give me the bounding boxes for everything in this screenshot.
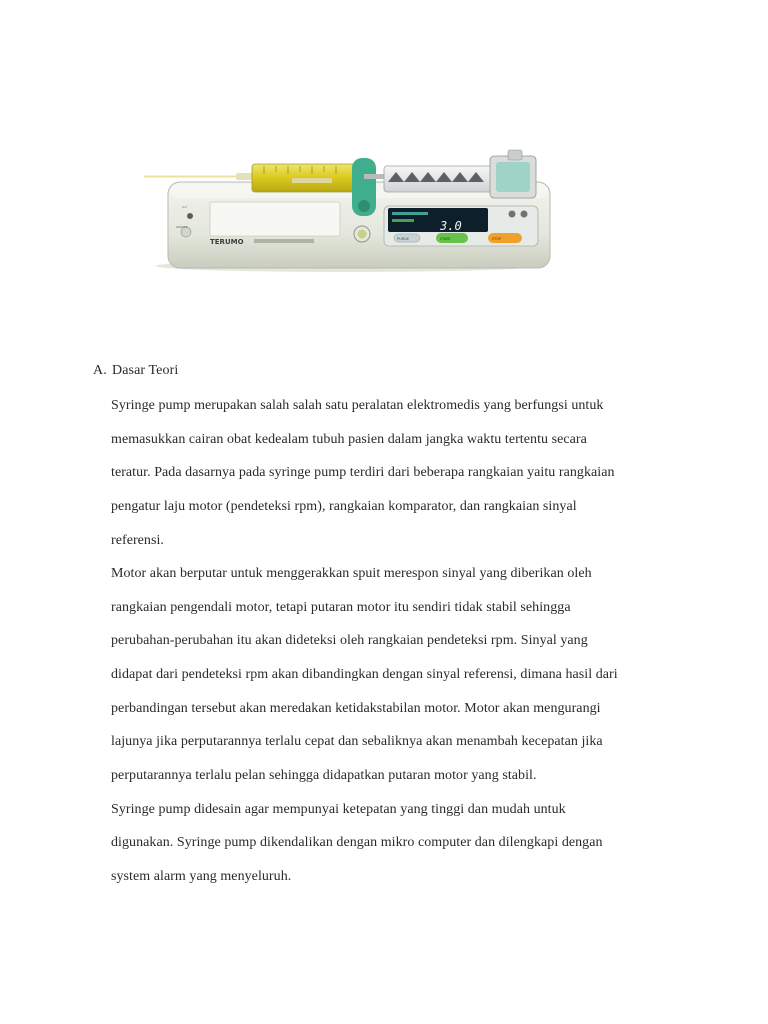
text-line: referensi.: [111, 532, 164, 548]
brand-label: TERUMO: [210, 238, 244, 246]
section-heading: [93, 363, 178, 379]
text-line: rangkaian pengendali motor, tetapi putaran motor itu sendiri tidak stabil sehingga: [111, 599, 571, 615]
text-line: didapat dari pendeteksi rpm akan dibandingkan dengan sinyal referensi, dimana hasil dari: [111, 667, 618, 683]
text-line: Syringe pump didesain agar mempunyai ketepatan yang tinggi dan mudah untuk: [111, 801, 566, 817]
text-line: digunakan. Syringe pump dikendalikan dengan mikro computer dan dilengkapi dengan: [111, 835, 603, 851]
text-line: lajunya jika perputarannya terlalu cepat dan sebaliknya akan menambah kecepatan jika: [111, 734, 603, 750]
section-body: [111, 395, 681, 900]
text-line: memasukkan cairan obat kedealam tubuh pasien dalam jangka waktu tertentu secara: [111, 431, 587, 447]
svg-text:STOP: STOP: [492, 237, 502, 241]
text-line: perputarannya terlalu pelan sehingga didapatkan putaran motor yang stabil.: [111, 768, 537, 784]
syringe-pump-photo: [140, 148, 552, 274]
text-line: Syringe pump merupakan salah salah satu peralatan elektromedis yang berfungsi untuk: [111, 398, 604, 413]
text-line: pengatur laju motor (pendeteksi rpm), rangkaian komparator, dan rangkaian sinyal: [111, 498, 577, 514]
text-line: teratur. Pada dasarnya pada syringe pump terdiri dari beberapa rangkaian yaitu rangkaian: [111, 465, 615, 481]
text-line: Motor akan berputar untuk menggerakkan spuit merespon sinyal yang diberikan oleh: [111, 566, 592, 582]
svg-text:START: START: [440, 237, 451, 241]
text-line: system alarm yang menyeluruh.: [111, 868, 292, 884]
label-panel: [210, 202, 340, 236]
svg-text:BAT: BAT: [182, 205, 188, 209]
rate-display: 3.0: [440, 219, 462, 233]
section-number: A.: [93, 363, 107, 378]
text-line: perubahan-perubahan itu akan dideteksi oleh rangkaian pendeteksi rpm. Sinyal yang: [111, 633, 588, 649]
syringe-pump-illustration: [140, 148, 552, 274]
svg-text:PURGE: PURGE: [397, 237, 410, 241]
needle: [144, 176, 248, 178]
on-off-label: ON/OFF: [176, 225, 188, 229]
text-line: perbandingan tersebut akan meredakan ketidakstabilan motor. Motor akan mengurangi: [111, 700, 601, 716]
section-title: Dasar Teori: [112, 363, 179, 378]
